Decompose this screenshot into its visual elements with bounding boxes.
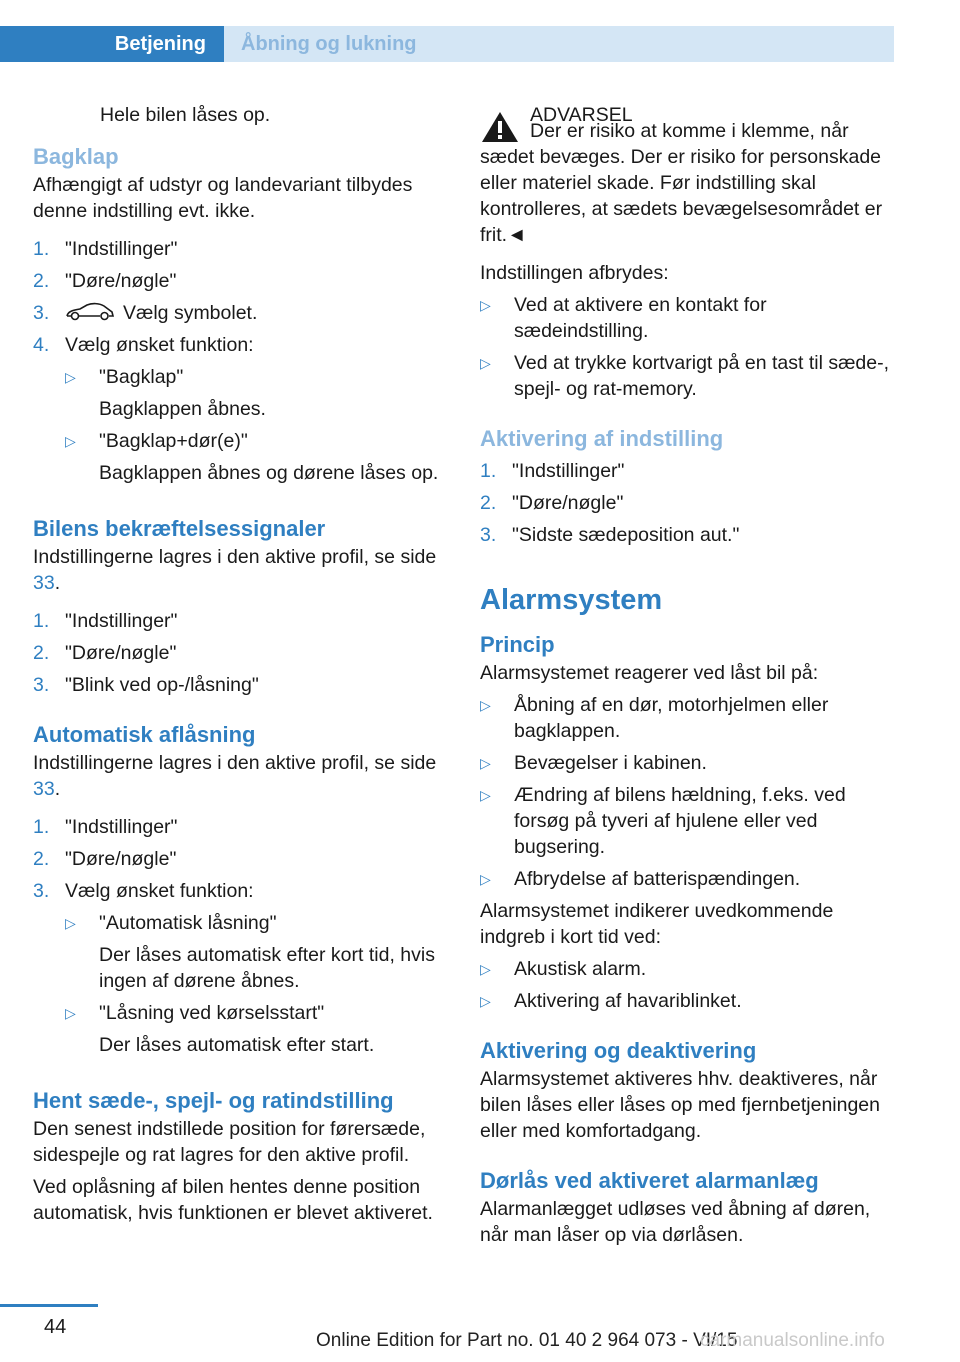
step: 2. "Døre/nøgle" <box>33 848 177 870</box>
aktivering-deaktivering-text: Alarmsystemet aktiveres hhv. deaktiveres, når bilen låses eller låses op med fjernbetjeningen eller med komfortadgang. <box>480 1068 880 1142</box>
hent-text-2: Ved oplåsning af bilen hentes denne position automatisk, hvis funktionen er blevet aktiveret. <box>33 1176 433 1224</box>
signaler-steps <box>33 608 449 698</box>
triangle-bullet-icon: ▷ <box>480 755 491 771</box>
header-tab-betjening: Betjening <box>0 26 224 62</box>
list-item: ▷ Afbrydelse af batterispændingen. <box>480 868 801 890</box>
dorlas-text: Alarmanlægget udløses ved åbning af døren, når man låser op via dørlåsen. <box>480 1198 871 1246</box>
triangle-bullet-icon: ▷ <box>480 297 491 313</box>
afbrydes-list <box>480 292 896 402</box>
option-item: ▷ "Bagklap+dør(e)" Bagklappen åbnes og dørene låses op. <box>65 430 439 484</box>
hent-text-1: Den senest indstillede position for førersæde, sidespejle og rat lagres for den aktive profil. <box>33 1118 426 1166</box>
list-item: ▷ Ved at aktivere en kontakt for sædeindstilling. <box>480 294 767 342</box>
section-title-princip: Princip <box>480 632 555 657</box>
triangle-bullet-icon: ▷ <box>65 915 76 931</box>
triangle-bullet-icon: ▷ <box>480 993 491 1009</box>
section-title-aktivering: Aktivering af indstilling <box>480 426 724 451</box>
footer-rule <box>0 1304 98 1307</box>
footer-watermark: carmanualsonline.info <box>700 1330 885 1351</box>
triangle-bullet-icon: ▷ <box>480 355 491 371</box>
triangle-bullet-icon: ▷ <box>480 961 491 977</box>
signaler-text: Indstillingerne lagres i den aktive profil, se side 33. <box>33 546 437 594</box>
option-item: ▷ "Låsning ved kørselsstart" Der låses automatisk efter start. <box>65 1002 375 1056</box>
aflasning-text: Indstillingerne lagres i den aktive profil, se side 33. <box>33 752 437 800</box>
section-title-aflasning: Automatisk aflåsning <box>33 722 256 747</box>
list-item: ▷ Ændring af bilens hældning, f.eks. ved forsøg på tyveri af hjulene eller ved bugsering. <box>480 784 846 858</box>
step: 3. Vælg ønsket funktion: ▷ "Automatisk låsning" Der låses automatisk efter kort tid, hvis ingen af dørene åbnes. ▷ "Låsning ved kørselsstart" Der låses automatisk efter start. <box>33 878 449 1064</box>
option-item: ▷ "Automatisk låsning" Der låses automatisk efter kort tid, hvis ingen af dørene åbnes. <box>65 912 435 992</box>
section-title-signaler: Bilens bekræftelsessignaler <box>33 516 326 541</box>
car-icon <box>65 302 115 322</box>
intro-text: Hele bilen låses op. <box>100 104 271 126</box>
triangle-bullet-icon: ▷ <box>65 1005 76 1021</box>
triangle-bullet-icon: ▷ <box>480 697 491 713</box>
left-column <box>33 102 449 1226</box>
warning-box <box>480 102 896 248</box>
bagklap-steps <box>33 236 449 492</box>
list-item: ▷ Akustisk alarm. <box>480 958 647 980</box>
list-item: ▷ Aktivering af havariblinket. <box>480 990 742 1012</box>
step: 3. "Blink ved op-/låsning" <box>33 674 259 696</box>
page-number: 44 <box>44 1316 67 1338</box>
list-item: ▷ Ved at trykke kortvarigt på en tast til sæde-, spejl- og rat-memory. <box>480 352 890 400</box>
section-title-aktivering-deaktivering: Aktivering og deaktivering <box>480 1038 757 1063</box>
princip-text: Alarmsystemet reagerer ved låst bil på: <box>480 662 819 684</box>
step: 1. "Indstillinger" <box>33 610 178 632</box>
step: 1. "Indstillinger" <box>33 238 178 260</box>
page-link[interactable]: 33 <box>33 778 55 800</box>
page-link[interactable]: 33 <box>33 572 55 594</box>
triangle-bullet-icon: ▷ <box>480 871 491 887</box>
header-tab-aabning: Åbning og lukning <box>224 26 894 62</box>
bagklap-text: Afhængigt af udstyr og landevariant tilbydes denne indstilling evt. ikke. <box>33 174 413 222</box>
afbrydes-text: Indstillingen afbrydes: <box>480 262 669 284</box>
step: 3. Vælg symbolet. <box>33 302 258 324</box>
option-item: ▷ "Bagklap" Bagklappen åbnes. <box>65 366 266 420</box>
section-title-bagklap: Bagklap <box>33 144 119 169</box>
right-column <box>480 102 896 1248</box>
footer-edition: Online Edition for Part no. 01 40 2 964 073 - VI/15 <box>316 1330 738 1351</box>
step: 2. "Døre/nøgle" <box>33 642 177 664</box>
section-title-hent: Hent sæde-, spejl- og ratindstilling <box>33 1088 394 1113</box>
warning-text: Der er risiko at komme i klemme, når sædet bevæges. Der er risiko for personskade eller materiel skade. Før indstilling skal kontrolleres, at sædets bevægelsesområdet er frit.◄ <box>480 120 883 246</box>
step: 1. "Indstillinger" <box>33 816 178 838</box>
step: 3. "Sidste sædeposition aut." <box>480 524 740 546</box>
warning-triangle-icon <box>480 110 520 144</box>
aflasning-steps <box>33 814 449 1064</box>
indikerer-list <box>480 956 896 1014</box>
triangle-bullet-icon: ▷ <box>480 787 491 803</box>
aktivering-steps <box>480 458 896 548</box>
princip-list <box>480 692 896 892</box>
chapter-title-alarmsystem: Alarmsystem <box>480 584 663 616</box>
step: 1. "Indstillinger" <box>480 460 625 482</box>
triangle-bullet-icon: ▷ <box>65 433 76 449</box>
step: 2. "Døre/nøgle" <box>480 492 624 514</box>
step: 2. "Døre/nøgle" <box>33 270 177 292</box>
section-title-dorlas: Dørlås ved aktiveret alarmanlæg <box>480 1168 819 1193</box>
list-item: ▷ Bevægelser i kabinen. <box>480 752 707 774</box>
step: 4. Vælg ønsket funktion: ▷ "Bagklap" Bagklappen åbnes. ▷ "Bagklap+dør(e)" Bagklappen åbnes og dørene låses op. <box>33 332 449 492</box>
warning-label: ADVARSEL <box>530 104 633 126</box>
list-item: ▷ Åbning af en dør, motorhjelmen eller bagklappen. <box>480 694 829 742</box>
triangle-bullet-icon: ▷ <box>65 369 76 385</box>
indikerer-text: Alarmsystemet indikerer uvedkommende indgreb i kort tid ved: <box>480 900 834 948</box>
bagklap-options <box>65 364 449 486</box>
aflasning-options <box>65 910 449 1058</box>
